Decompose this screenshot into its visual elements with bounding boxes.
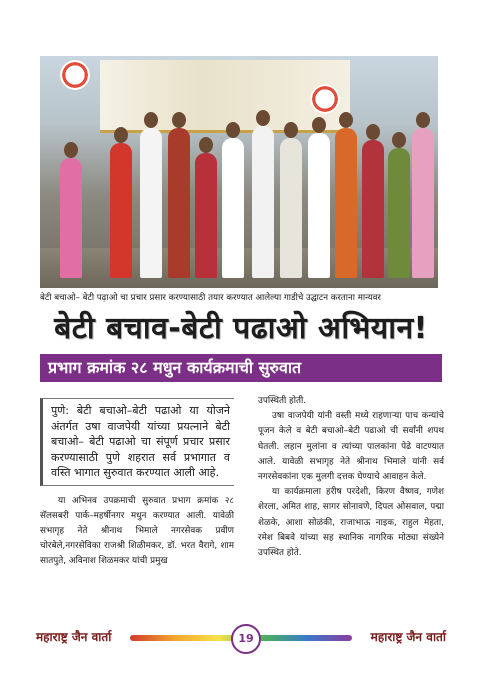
person: [280, 138, 302, 278]
person: [388, 148, 410, 278]
body-paragraph: या अभिनव उपक्रमाची सुरुवात प्रभाग क्रमांक २८ सॅलसबरी पार्क–महर्षीनगर मधुन करण्यात आली. यावेळी सभागृह नेते श्रीनाथ भिमाले नगरसेवक प्रवीण चोरबेले,नगरसेविका राजश्री शिळीमकर, डॉ. भरत वैरागे, शाम सातपुते, अविनाश शिळमकर यांची प्रमुख: [40, 495, 234, 567]
person-head: [339, 112, 353, 128]
person: [60, 158, 82, 278]
person-head: [256, 110, 270, 126]
person: [308, 133, 330, 278]
photo-caption: बेटी बचाओ– बेटी पढ़ाओ चा प्रचार प्रसार करण्यासाठी तयार करण्यात आलेल्या गाडीचे उद्घाटन करताना मान्यवर: [40, 293, 381, 303]
body-paragraph: उपस्थिती होती.: [258, 396, 307, 406]
publication-name: महाराष्ट्र जैन वार्ता: [36, 630, 112, 644]
person-head: [64, 142, 78, 158]
page-number: 19: [231, 624, 261, 654]
person-head: [114, 127, 128, 143]
article-headline: बेटी बचाव-बेटी पढाओ अभियान!: [54, 311, 428, 346]
person: [222, 138, 244, 278]
person: [335, 128, 357, 278]
page-footer: [30, 622, 452, 652]
person: [362, 140, 384, 278]
right-column: [258, 394, 444, 561]
person: [110, 143, 132, 278]
person-head: [199, 137, 213, 153]
left-column: [40, 398, 234, 570]
person-head: [144, 112, 158, 128]
event-photo: [40, 56, 438, 288]
campaign-logo-right: [310, 84, 340, 114]
person-head: [366, 124, 380, 140]
body-paragraph: या कार्यक्रमाला हरीष परदेशी, किरण वैष्णव, गणेश शेरला, अमित शाह, सागर सोनावणे, दिपल ओसवाल, पद्मा शेळके, आशा सोळंकी, राजाभाऊ नाइक, राहुल मेहता, रमेश बिबवे यांच्या सह स्थानिक नागरिक मोठ्या संख्येने उपस्थित होते.: [258, 487, 444, 559]
intro-paragraph: पुणे: बेटी बचाओ–बेटी पढाओ या योजने अंतर्गत उषा वाजपेयी यांच्या प्रयत्नाने बेटी बचाओ– बेटी पढाओ चा संपूर्ण प्रचार प्रसार करण्यासाठी पुणे शहरात सर्व प्रभागात व वस्ति भागात सुरुवात करण्यात आली आहे.: [40, 398, 234, 486]
article-subheadline: प्रभाग क्रमांक २८ मधुन कार्यक्रमाची सुरुवात: [40, 354, 442, 382]
campaign-logo-left: [60, 60, 90, 90]
body-paragraph: उषा वाजपेयी यांनी वस्ती मध्ये राहणाऱ्या पाच कन्यांचे पूजन केले व बेटी बचाओ–बेटी पढाओ ची सर्वांनी शपथ घेतली. लहान मुलांना व त्यांच्या पालकांना पेढे वाटण्यात आले. यावेळी सभागृह नेते श्रीनाथ भिमाले यांनी सर्व नगरसेवकांना एक मुलगी दत्तक घेण्याचे आवाहन केले.: [258, 411, 444, 483]
person: [252, 126, 274, 278]
person-head: [312, 117, 326, 133]
person-head: [416, 112, 430, 128]
person-head: [392, 132, 406, 148]
publication-name: महाराष्ट्र जैन वार्ता: [370, 630, 446, 644]
person: [195, 153, 217, 278]
person: [168, 128, 190, 278]
person-head: [172, 112, 186, 128]
person-head: [226, 122, 240, 138]
person: [412, 128, 434, 278]
person-head: [284, 122, 298, 138]
person: [140, 128, 162, 278]
